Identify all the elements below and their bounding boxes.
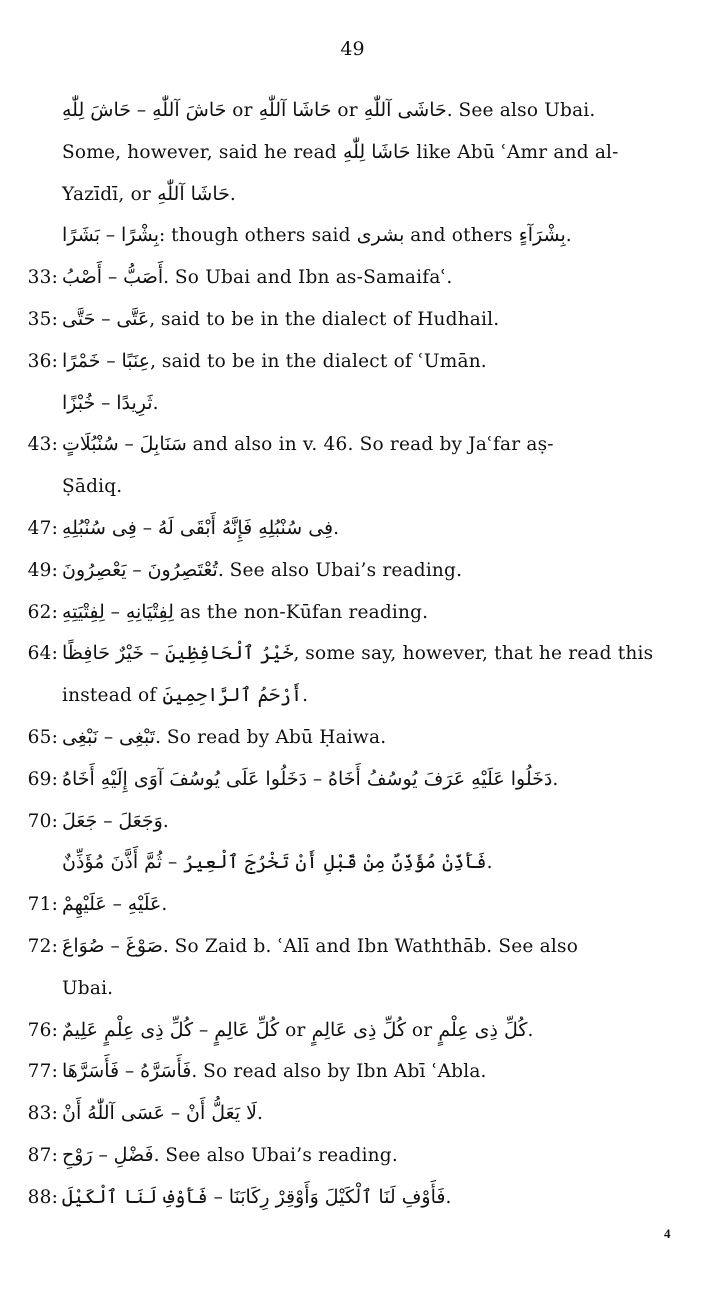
verse-number: 64: xyxy=(27,643,58,665)
arabic-reading: خُبْزًا xyxy=(62,391,96,414)
english-text: or xyxy=(405,1019,439,1041)
text-line xyxy=(16,1010,676,1052)
english-text: or xyxy=(279,1019,312,1041)
arabic-reading: بَشَرًا xyxy=(62,224,100,247)
english-text: – xyxy=(307,768,329,790)
verse-number: 83: xyxy=(27,1103,58,1125)
english-text: – xyxy=(100,225,122,247)
text-line xyxy=(16,759,676,801)
text-line xyxy=(16,90,676,132)
english-text: – xyxy=(144,643,166,665)
text-line xyxy=(16,1177,676,1219)
text-line xyxy=(16,341,676,383)
english-text: – xyxy=(95,308,117,330)
english-text: . xyxy=(552,768,559,790)
arabic-reading: أَصَبُّ xyxy=(123,266,164,289)
english-text: . xyxy=(161,894,168,916)
english-text: – xyxy=(104,601,126,623)
text-line xyxy=(16,174,676,216)
english-text: – xyxy=(106,894,128,916)
arabic-reading: صُوَاعَ xyxy=(62,934,105,957)
english-text: or xyxy=(226,100,259,121)
text-line xyxy=(16,801,676,843)
arabic-reading: كُلِّ ذِى عَالِمٍ xyxy=(311,1018,406,1041)
arabic-reading: خَيْرٌ حَافِظًا xyxy=(62,642,144,665)
english-text: Yazīdī, or xyxy=(62,183,158,205)
english-text: Ubai. xyxy=(62,977,114,999)
arabic-reading: فَأَذِّنْ مُؤَذِّنٌ مِنْ قَبْلِ أَنْ تَخْرُجَ ٱلْعِيرُ xyxy=(183,851,487,874)
english-text: – xyxy=(95,392,117,414)
english-text: – xyxy=(102,267,124,289)
arabic-reading: بشرى xyxy=(356,224,405,247)
text-line xyxy=(16,1093,676,1135)
english-text: or xyxy=(331,100,364,121)
english-text: . xyxy=(486,852,493,874)
english-text: Ṣādiq. xyxy=(62,476,123,498)
text-line xyxy=(16,550,676,592)
arabic-reading: كُلِّ ذِى عِلْمٍ عَلِيمٌ xyxy=(62,1018,194,1041)
arabic-reading: ثَرِيدًا xyxy=(116,391,153,414)
verse-number: 70: xyxy=(27,810,58,832)
english-text: . So read by Abū Ḥaiwa. xyxy=(155,726,387,748)
text-line xyxy=(16,1051,676,1093)
arabic-reading: لِفِتْيَانِهِ xyxy=(125,600,174,623)
text-line xyxy=(16,1135,676,1177)
arabic-reading: فَأَسَرَّهَا xyxy=(62,1060,120,1083)
arabic-reading: بِشْرًا xyxy=(121,224,160,247)
english-text: , said to be in the dialect of Hudhail. xyxy=(149,308,500,330)
arabic-reading: عَتَّى xyxy=(116,307,150,330)
arabic-reading: حَاشَا لِلّٰهِ xyxy=(342,140,411,163)
english-text: . So read also by Ibn Abī ʿAbla. xyxy=(191,1061,487,1083)
arabic-reading: حَاشَا آللّٰهِ xyxy=(258,99,332,121)
arabic-reading: كُلِّ ذِى عِلْمٍ xyxy=(438,1018,528,1041)
english-text: Some, however, said he read xyxy=(62,141,343,163)
english-text: – xyxy=(119,1061,141,1083)
arabic-reading: خَمْرًا xyxy=(62,349,101,372)
arabic-reading: عِنَبًا xyxy=(121,349,151,372)
arabic-reading: صَوْغَ xyxy=(125,934,163,957)
english-text: . xyxy=(333,517,340,539)
text-line xyxy=(16,508,676,550)
english-text: – xyxy=(207,1186,229,1208)
arabic-reading: دَخَلُوا عَلَى يُوسُفَ آوَى إِلَيْهِ أَخَاهُ xyxy=(62,767,308,790)
english-text: . xyxy=(162,810,169,832)
english-text: – xyxy=(104,935,126,957)
english-text: . See also Ubai’s reading. xyxy=(217,559,463,581)
arabic-reading: حَاشَ لِلّٰهِ xyxy=(62,99,132,121)
arabic-reading: حَاشَى آللّٰهِ xyxy=(363,99,447,121)
english-text: , some say, however, that he read this xyxy=(293,643,654,665)
arabic-reading: يَعْصِرُونَ xyxy=(62,558,127,581)
arabic-reading: عَلَيْهِ xyxy=(127,893,162,916)
english-text: – xyxy=(97,810,119,832)
text-line xyxy=(16,968,676,1010)
arabic-reading: ثُمَّ أَذَّنَ مُؤَذِّنٌ xyxy=(62,851,163,874)
english-text: like Abū ʿAmr and al- xyxy=(410,141,619,163)
text-line xyxy=(16,257,676,299)
english-text: : though others said xyxy=(159,225,357,247)
arabic-reading: عَسَى آللّٰهُ أَنْ xyxy=(62,1102,165,1125)
verse-number: 36: xyxy=(27,350,58,372)
text-line xyxy=(16,424,676,466)
text-line xyxy=(16,717,676,759)
arabic-reading: سُنْبُلَاتٍ xyxy=(62,433,119,456)
arabic-reading: فَأَوْفِ لَنَا ٱلْكَيْلَ وَأَوْقِرْ رِكَابَنَا xyxy=(228,1185,446,1208)
arabic-reading: فَضْلِ xyxy=(113,1143,154,1166)
english-text: . xyxy=(229,183,236,205)
verse-number: 87: xyxy=(27,1144,58,1166)
english-text: – xyxy=(92,1144,114,1166)
arabic-reading: أَرْحَمُ ٱلرَّاحِمِينَ xyxy=(162,684,303,707)
text-line xyxy=(16,299,676,341)
text-line xyxy=(16,132,676,174)
arabic-reading: حَاشَ آللّٰهِ xyxy=(152,99,227,121)
text-line xyxy=(16,633,676,675)
english-text: – xyxy=(100,350,122,372)
arabic-reading: تُعْتَصِرُونَ xyxy=(147,558,218,581)
arabic-reading: حَاشَا آللّٰهِ xyxy=(157,182,230,205)
english-text: . xyxy=(257,1103,263,1125)
arabic-reading: خَيْرُ ٱلْحَافِظِينَ xyxy=(165,642,294,665)
text-line xyxy=(16,926,676,968)
text-line xyxy=(16,884,676,926)
arabic-reading: فِى سُنْبُلِهِ فَإِنَّهُ أَبْقَى لَهُ xyxy=(157,516,334,539)
signature-mark: 4 xyxy=(664,1226,671,1241)
verse-number: 43: xyxy=(27,434,58,456)
arabic-reading: بِشْرَآءٍ xyxy=(518,224,566,247)
arabic-reading: حَتَّى xyxy=(62,307,96,330)
english-text: . So Ubai and Ibn as-Samaifaʿ. xyxy=(163,267,453,289)
arabic-reading: فَأَسَرَّهُ xyxy=(140,1060,192,1083)
commentary-text xyxy=(16,90,676,1219)
arabic-reading: لَا يَعَلُّ أَنْ xyxy=(186,1102,257,1125)
arabic-reading: عَلَيْهِمْ xyxy=(62,893,107,916)
text-line xyxy=(16,383,676,425)
english-text: . xyxy=(152,392,159,414)
arabic-reading: جَعَلَ xyxy=(62,809,98,832)
verse-number: 77: xyxy=(27,1061,58,1083)
english-text: . So Zaid b. ʿAlī and Ibn Waththāb. See also xyxy=(162,935,579,957)
verse-number: 62: xyxy=(27,601,58,623)
verse-number: 72: xyxy=(27,935,58,957)
english-text: . xyxy=(527,1019,534,1041)
arabic-reading: لِفِتْيَتِهِ xyxy=(62,600,105,623)
verse-number: 88: xyxy=(27,1186,58,1208)
arabic-reading: سَنَابِلَ xyxy=(139,433,187,456)
arabic-reading: تَبْغِى xyxy=(119,725,156,748)
english-text: instead of xyxy=(62,685,163,707)
verse-number: 35: xyxy=(27,308,58,330)
english-text: . See also Ubai. xyxy=(446,100,596,121)
english-text: and others xyxy=(404,225,519,247)
arabic-reading: فَأَوْفِ لَنَا ٱلْكَيْلَ xyxy=(62,1185,208,1208)
english-text: – xyxy=(131,100,153,121)
english-text: . xyxy=(302,685,309,707)
english-text: – xyxy=(162,852,184,874)
arabic-reading: دَخَلُوا عَلَيْهِ عَرَفَ يُوسُفُ أَخَاهُ xyxy=(328,767,553,790)
verse-number: 47: xyxy=(27,517,58,539)
verse-number: 65: xyxy=(27,726,58,748)
page-number: 49 xyxy=(340,38,365,60)
arabic-reading: نَبْغِى xyxy=(62,725,99,748)
arabic-reading: كُلِّ عَالِمٍ xyxy=(214,1018,280,1041)
arabic-reading: وَجَعَلَ xyxy=(118,809,163,832)
arabic-reading: فِى سُنْبُلِهِ xyxy=(62,516,137,539)
english-text: – xyxy=(98,726,120,748)
text-line xyxy=(16,466,676,508)
english-text: and also in v. 46. So read by Jaʿfar aṣ- xyxy=(186,434,554,456)
text-line xyxy=(16,215,676,257)
verse-number: 49: xyxy=(27,559,58,581)
arabic-reading: أَصْبُ xyxy=(62,266,103,289)
verse-number: 76: xyxy=(27,1019,58,1041)
text-line xyxy=(16,842,676,884)
english-text: – xyxy=(118,434,140,456)
english-text: – xyxy=(164,1103,186,1125)
text-line xyxy=(16,675,676,717)
text-line xyxy=(16,592,676,634)
english-text: – xyxy=(136,517,158,539)
verse-number: 71: xyxy=(27,894,58,916)
english-text: . xyxy=(565,225,572,247)
english-text: – xyxy=(193,1019,215,1041)
english-text: , said to be in the dialect of ʿUmān. xyxy=(150,350,487,372)
english-text: as the non-Kūfan reading. xyxy=(173,601,429,623)
verse-number: 33: xyxy=(27,267,58,289)
verse-number: 69: xyxy=(27,768,58,790)
english-text: – xyxy=(126,559,148,581)
english-text: . See also Ubai’s reading. xyxy=(153,1144,398,1166)
arabic-reading: رَوْحِ xyxy=(62,1143,93,1166)
english-text: . xyxy=(445,1186,452,1208)
